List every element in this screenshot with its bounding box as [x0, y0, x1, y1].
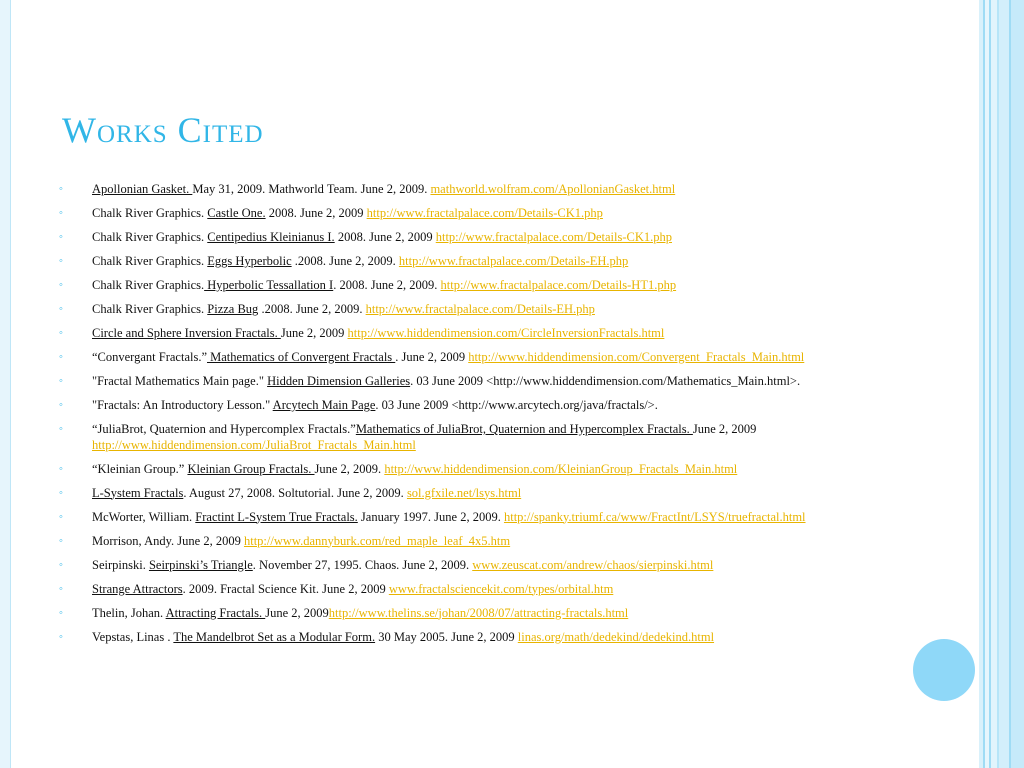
reference-link[interactable]: http://www.hiddendimension.com/Convergent_Fractals_Main.html	[468, 350, 805, 364]
reference-title: Pizza Bug	[207, 302, 259, 316]
reference-text: Chalk River Graphics.	[92, 206, 208, 220]
reference-title: Apollonian Gasket.	[92, 182, 193, 196]
reference-item	[59, 485, 882, 502]
reference-text: .2008. June 2, 2009.	[291, 254, 399, 268]
reference-text: Chalk River Graphics.	[92, 254, 208, 268]
reference-title: L-System Fractals	[92, 485, 184, 500]
reference-title: Mathematics of JuliaBrot, Quaternion and Hypercomplex Fractals.	[355, 422, 693, 436]
reference-text: . 2009. Fractal Science Kit. June 2, 2009	[182, 581, 389, 596]
reference-link[interactable]: http://www.fractalpalace.com/Details-EH.php	[365, 302, 595, 316]
reference-title: Hidden Dimension Galleries	[267, 374, 411, 388]
reference-text: "Fractals: An Introductory Lesson."	[92, 398, 273, 412]
reference-text: Thelin, Johan.	[92, 605, 166, 620]
reference-item	[59, 278, 882, 294]
reference-text: Chalk River Graphics.	[92, 230, 208, 244]
reference-title: Castle One.	[207, 206, 266, 220]
reference-text: “Kleinian Group.”	[92, 461, 188, 476]
reference-text: . 03 June 2009 <http://www.hiddendimension.com/Mathematics_Main.html>.	[410, 374, 801, 388]
hollow-circle-bullet-icon: ◦	[59, 510, 63, 523]
reference-text: . June 2, 2009	[395, 350, 469, 364]
reference-title: Strange Attractors	[92, 581, 183, 596]
reference-item	[59, 605, 882, 622]
reference-text: June 2, 2009.	[314, 461, 385, 476]
reference-text: June 2, 2009	[692, 422, 757, 436]
reference-item	[59, 326, 882, 342]
reference-title: Circle and Sphere Inversion Fractals.	[92, 326, 281, 340]
reference-item	[59, 206, 882, 222]
reference-title: Fractint L-System True Fractals.	[195, 509, 358, 524]
reference-link[interactable]: http://www.hiddendimension.com/KleinianGroup_Fractals_Main.html	[384, 461, 738, 476]
hollow-circle-bullet-icon: ◦	[59, 558, 63, 571]
hollow-circle-bullet-icon: ◦	[59, 399, 63, 411]
reference-text: 2008. June 2, 2009	[265, 206, 367, 220]
reference-text: January 1997. June 2, 2009.	[357, 509, 504, 524]
reference-item	[59, 302, 882, 318]
reference-title: Arcytech Main Page	[272, 398, 376, 412]
reference-link[interactable]: www.fractalsciencekit.com/types/orbital.htm	[388, 581, 614, 596]
reference-item	[59, 230, 882, 246]
reference-text: Chalk River Graphics.	[92, 302, 208, 316]
reference-item	[59, 422, 882, 453]
reference-text: Vepstas, Linas .	[92, 629, 174, 644]
reference-title: Mathematics of Convergent Fractals	[207, 350, 396, 364]
reference-title: The Mandelbrot Set as a Modular Form.	[173, 629, 376, 644]
reference-link[interactable]: http://www.hiddendimension.com/CircleInversionFractals.html	[347, 326, 665, 340]
hollow-circle-bullet-icon: ◦	[59, 423, 63, 435]
reference-title: Eggs Hyperbolic	[207, 254, 292, 268]
reference-link[interactable]: http://www.fractalpalace.com/Details-HT1.php	[440, 278, 677, 292]
reference-item	[59, 461, 882, 478]
reference-text: “JuliaBrot, Quaternion and Hypercomplex Fractals.”	[92, 422, 356, 436]
reference-link[interactable]: http://www.dannyburk.com/red_maple_leaf_4x5.htm	[243, 533, 511, 548]
reference-title: Attracting Fractals.	[165, 605, 266, 620]
reference-item	[59, 254, 882, 270]
reference-text: . 2008. June 2, 2009.	[333, 278, 441, 292]
hollow-circle-bullet-icon: ◦	[59, 375, 63, 387]
reference-item	[59, 581, 882, 598]
reference-text: June 2, 2009	[280, 326, 348, 340]
reference-title: Kleinian Group Fractals.	[187, 461, 315, 476]
hollow-circle-bullet-icon: ◦	[59, 582, 63, 595]
reference-title: Hyperbolic Tessallation I	[204, 278, 334, 292]
reference-link[interactable]: linas.org/math/dedekind/dedekind.html	[517, 629, 715, 644]
reference-text: June 2, 2009	[265, 605, 329, 620]
reference-link[interactable]: mathworld.wolfram.com/ApollonianGasket.html	[430, 182, 676, 196]
reference-text: .2008. June 2, 2009.	[258, 302, 366, 316]
reference-text: McWorter, William.	[92, 509, 196, 524]
reference-link[interactable]: www.zeuscat.com/andrew/chaos/sierpinski.html	[472, 557, 714, 572]
reference-text: “Convergant Fractals.”	[92, 350, 208, 364]
hollow-circle-bullet-icon: ◦	[59, 327, 63, 339]
hollow-circle-bullet-icon: ◦	[59, 630, 63, 643]
decorative-circle	[913, 639, 975, 701]
reference-text: Chalk River Graphics.	[92, 278, 205, 292]
hollow-circle-bullet-icon: ◦	[59, 255, 63, 267]
reference-link[interactable]: http://www.fractalpalace.com/Details-CK1.php	[435, 230, 673, 244]
reference-item	[59, 629, 882, 646]
reference-text: . 03 June 2009 <http://www.arcytech.org/java/fractals/>.	[375, 398, 658, 412]
reference-text: "Fractal Mathematics Main page."	[92, 374, 268, 388]
reference-item	[59, 374, 882, 390]
reference-item	[59, 533, 882, 550]
reference-text: Seirpinski.	[92, 557, 149, 572]
hollow-circle-bullet-icon: ◦	[59, 534, 63, 547]
reference-item	[59, 350, 882, 366]
reference-item	[59, 182, 882, 198]
reference-link[interactable]: http://www.thelins.se/johan/2008/07/attracting-fractals.html	[328, 605, 629, 620]
reference-link[interactable]: http://www.fractalpalace.com/Details-CK1.php	[366, 206, 603, 220]
reference-title: Seirpinski’s Triangle	[148, 557, 253, 572]
reference-text: . November 27, 1995. Chaos. June 2, 2009.	[252, 557, 473, 572]
reference-link[interactable]: http://spanky.triumf.ca/www/FractInt/LSYS/truefractal.html	[503, 509, 806, 524]
hollow-circle-bullet-icon: ◦	[59, 606, 63, 619]
reference-link[interactable]: sol.gfxile.net/lsys.html	[406, 485, 522, 500]
references-list	[59, 182, 882, 654]
hollow-circle-bullet-icon: ◦	[59, 486, 63, 499]
page-title: Works Cited	[62, 110, 264, 150]
right-stripes-decoration	[979, 0, 1024, 768]
reference-item	[59, 509, 882, 526]
reference-item	[59, 398, 882, 414]
hollow-circle-bullet-icon: ◦	[59, 183, 63, 195]
reference-link[interactable]: http://www.fractalpalace.com/Details-EH.php	[398, 254, 629, 268]
hollow-circle-bullet-icon: ◦	[59, 462, 63, 475]
left-border-decoration	[0, 0, 11, 768]
reference-text: May 31, 2009. Mathworld Team. June 2, 2009.	[192, 182, 431, 196]
reference-text: . August 27, 2008. Soltutorial. June 2, 2009.	[183, 485, 407, 500]
hollow-circle-bullet-icon: ◦	[59, 351, 63, 363]
hollow-circle-bullet-icon: ◦	[59, 303, 63, 315]
reference-text: Morrison, Andy. June 2, 2009	[92, 533, 244, 548]
reference-text: 30 May 2005. June 2, 2009	[375, 629, 518, 644]
hollow-circle-bullet-icon: ◦	[59, 279, 63, 291]
reference-title: Centipedius Kleinianus I.	[207, 230, 335, 244]
reference-link[interactable]: http://www.hiddendimension.com/JuliaBrot_Fractals_Main.html	[92, 437, 416, 452]
hollow-circle-bullet-icon: ◦	[59, 207, 63, 219]
hollow-circle-bullet-icon: ◦	[59, 231, 63, 243]
reference-text: 2008. June 2, 2009	[334, 230, 436, 244]
reference-item	[59, 557, 882, 574]
